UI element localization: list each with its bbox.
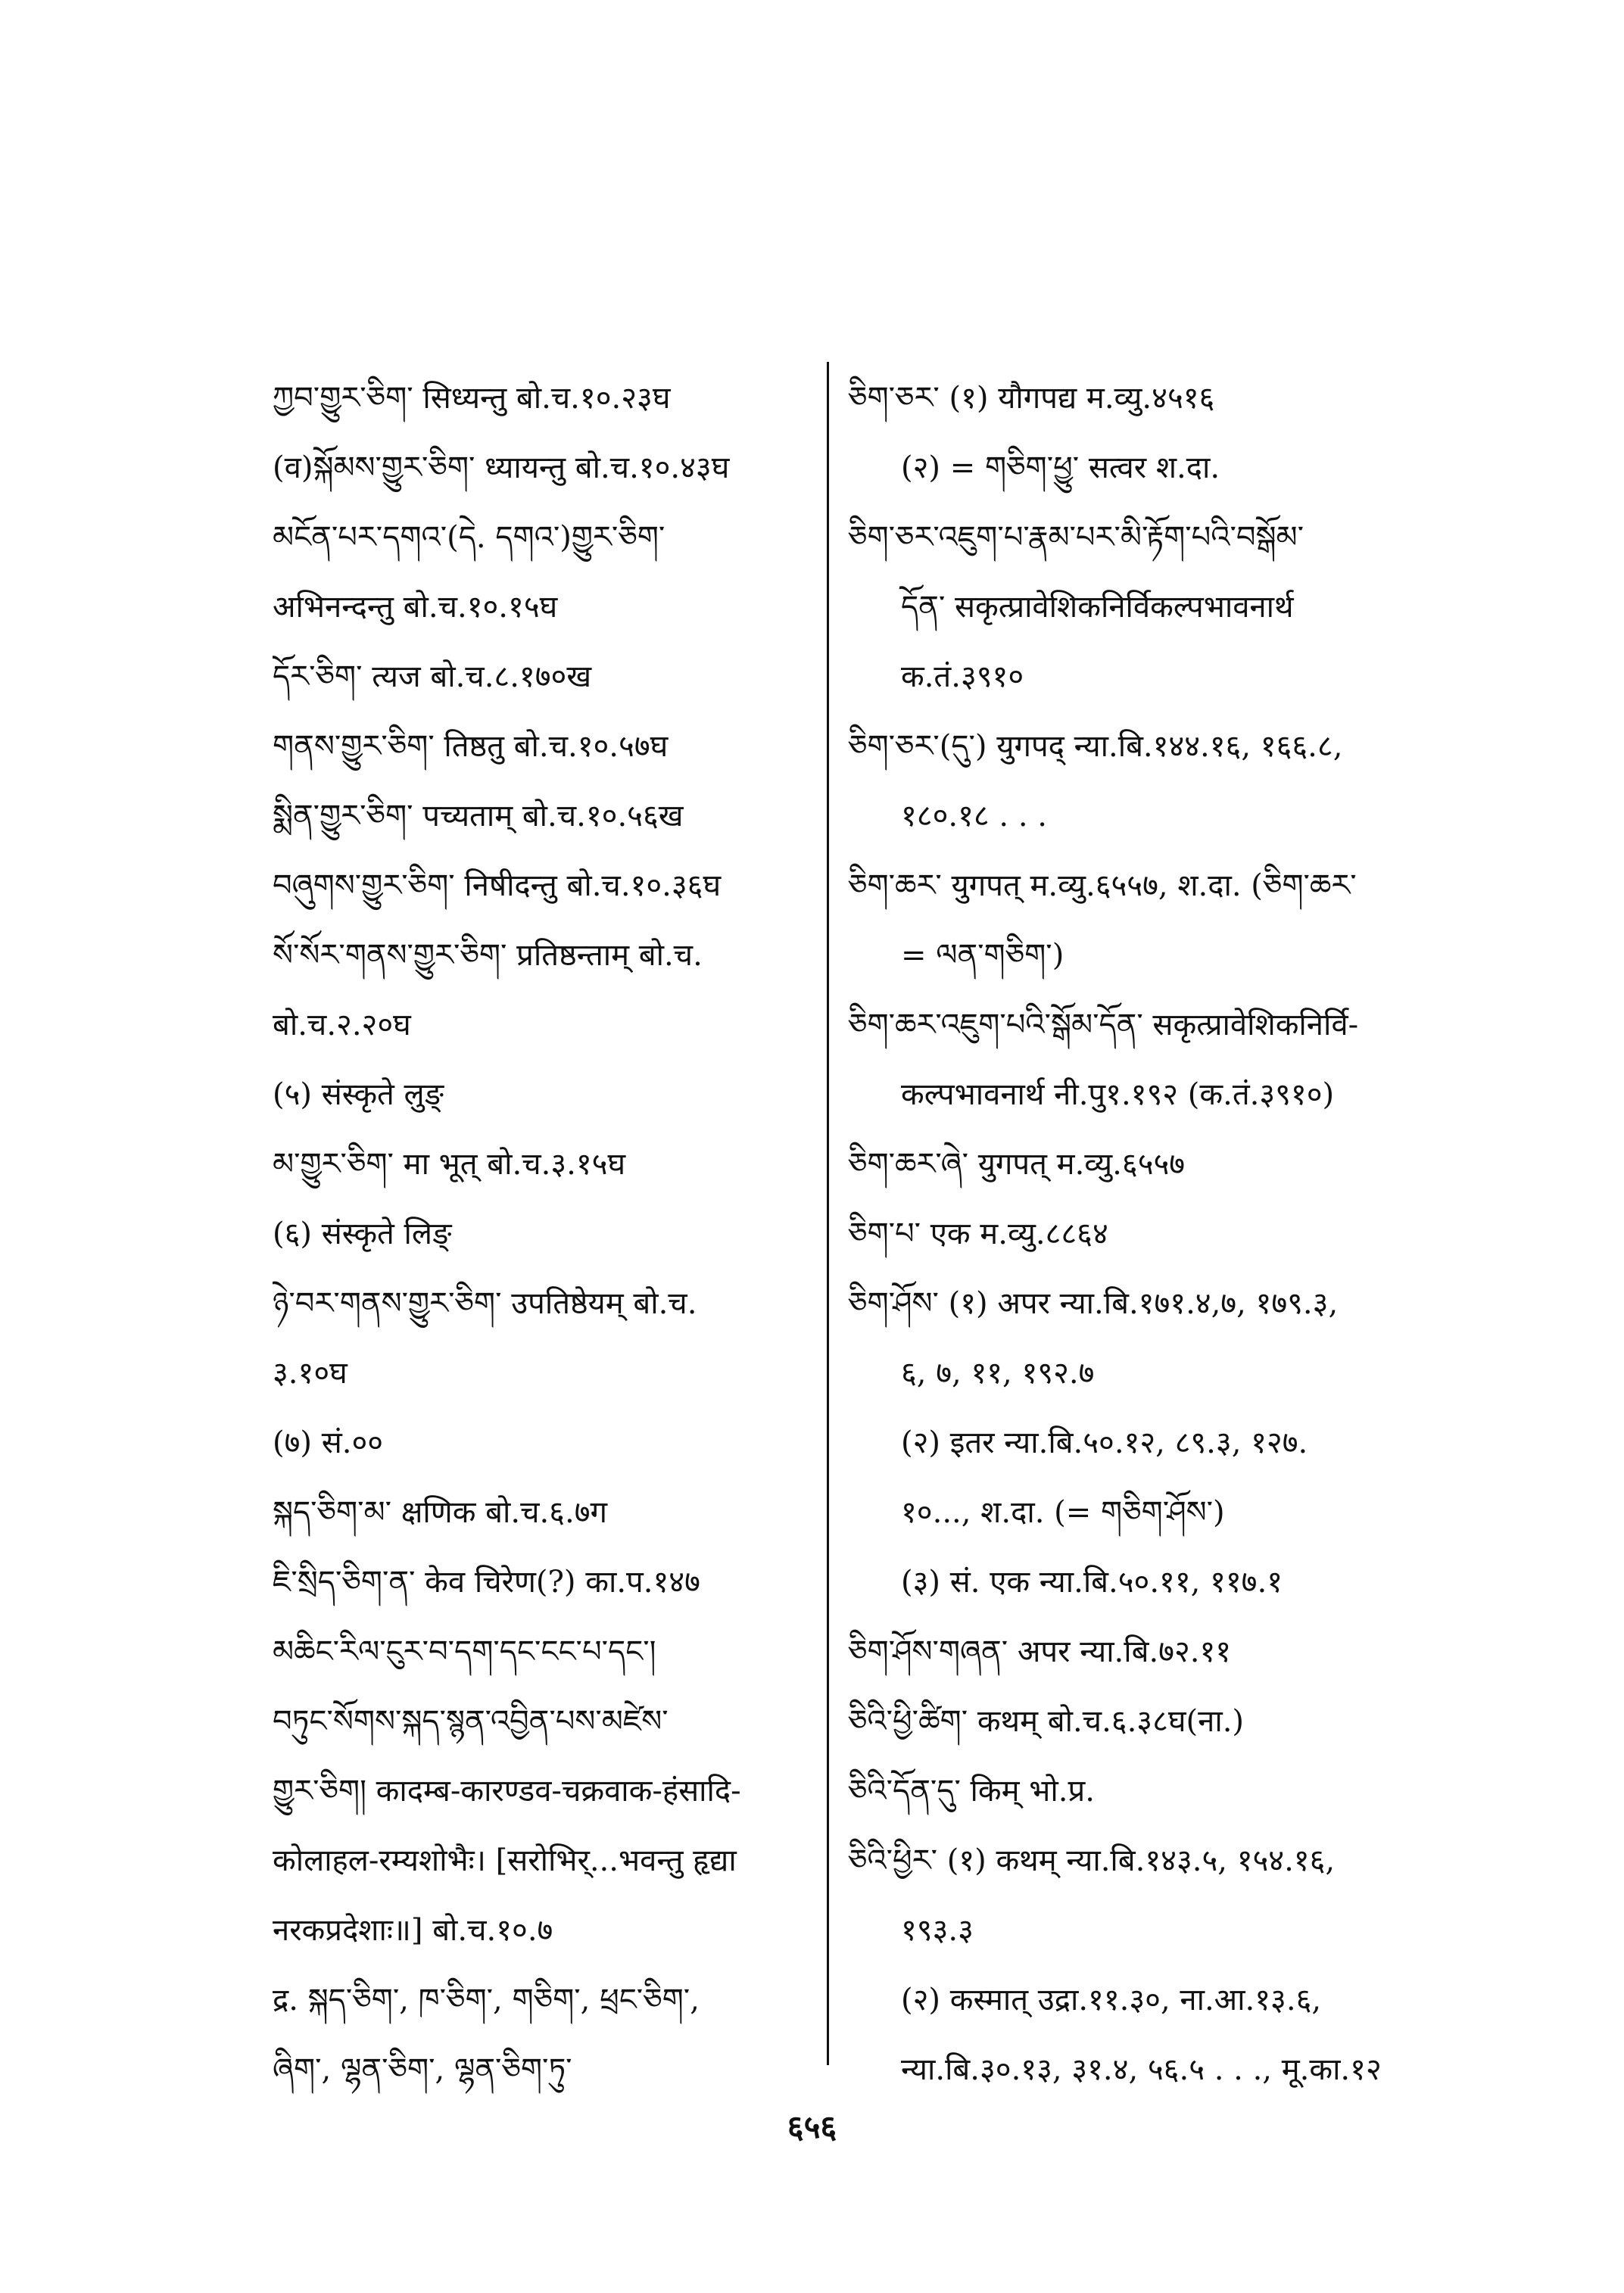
- entry-line: ཀྱབ་གྱུར་ཅིག་ सिध्यन्तु बो.च.१०.२३घ: [273, 381, 671, 416]
- entry-line: ཅིག་པ་ एक म.व्यु.८८६४: [848, 1217, 1108, 1251]
- entry-line: གནས་གྱུར་ཅིག་ तिष्ठतु बो.च.१०.५७घ: [273, 729, 669, 764]
- entry-line: १८०.१८ . . .: [901, 799, 1048, 833]
- entry-line: མངོན་པར་དགའ་(དེ. དགའ་)གྱུར་ཅིག་: [273, 520, 665, 555]
- entry-line: བཏུང་སོགས་སྐད་སྙན་འབྱིན་པས་མཛེས་: [273, 1704, 669, 1739]
- entry-line: སྨིན་གྱུར་ཅིག་ पच्यताम् बो.च.१०.५६ख: [273, 799, 684, 833]
- entry-line: द्र. སྐད་ཅིག་, ཁ་ཅིག་, གཅིག་, ཕྲང་ཅིག་,: [273, 1983, 700, 2017]
- entry-line: (२) = གཅིག་ཕྱུ་ सत्वर श.दा.: [901, 450, 1220, 485]
- entry-line: (२) कस्मात् उद्रा.११.३०, ना.आ.१३.६,: [901, 1983, 1322, 2017]
- entry-line: སྐད་ཅིག་མ་ क्षणिक बो.च.६.७ग: [273, 1495, 608, 1530]
- entry-line: (३) सं. एक न्या.बि.५०.११, ११७.१: [901, 1565, 1283, 1600]
- entry-line: ཅིག་ཅར་ (१) यौगपद्य म.व्यु.४५१६: [848, 381, 1215, 416]
- entry-line: (७) सं.००: [273, 1425, 384, 1460]
- page-number: ६५६: [787, 2108, 837, 2145]
- entry-line: (२) इतर न्या.बि.५०.१२, ८९.३, १२७.: [901, 1425, 1308, 1460]
- entry-line: (व)སྐོམས་གྱུར་ཅིག་ ध्यायन्तु बो.च.१०.४३घ: [273, 450, 730, 485]
- entry-line: ཅིག་ཆར་ཞེ་ युगपत् म.व्यु.६५५७: [848, 1147, 1186, 1182]
- entry-line: नरकप्रदेशाः॥] बो.च.१०.७: [273, 1913, 553, 1948]
- entry-line: १९३.३: [901, 1913, 974, 1948]
- entry-line: क.तं.३९१०: [901, 659, 1024, 694]
- entry-line: ཞིག་, ལྷན་ཅིག་, ལྷན་ཅིག་ཏུ་: [273, 2052, 572, 2087]
- entry-line: न्या.बि.३०.१३, ३१.४, ५६.५ . . ., मू.का.१२: [901, 2052, 1382, 2087]
- entry-line: ཅིའི་ཕྱི་ཚིག་ कथम् बो.च.६.३८घ(ना.): [848, 1704, 1245, 1739]
- entry-line: གྱུར་ཅིག། कादम्ब-कारण्डव-चक्रवाक-हंसादि-: [273, 1774, 741, 1809]
- entry-line: १०..., श.दा. (= གཅིག་ཤོས་): [901, 1495, 1225, 1530]
- entry-line: ३.१०घ: [273, 1356, 348, 1391]
- entry-line: ཇི་སྲིད་ཅིག་ན་ केव चिरेण(?) का.प.१४७: [273, 1565, 700, 1600]
- entry-line: ཅིག་ཆར་ युगपत् म.व्यु.६५५७, श.दा. (ཅིག་ཆར་: [848, 868, 1357, 903]
- entry-line: དོར་ཅིག་ त्यज बो.च.८.१७०ख: [273, 659, 592, 694]
- left-column: [273, 363, 848, 2105]
- entry-line: ཅིག་ཤོས་ (१) अपर न्या.बि.१७१.४,७, १७९.३,: [848, 1286, 1339, 1321]
- entry-line: अभिनन्दन्तु बो.च.१०.१५घ: [273, 590, 558, 625]
- column-divider: [827, 362, 829, 2065]
- entry-line: ཅིའི་དོན་དུ་ किम् भो.प्र.: [848, 1774, 1095, 1809]
- entry-line: (५) संस्कृते लुङ्: [273, 1077, 444, 1112]
- entry-line: མཆིང་རིལ་ངུར་བ་དག་དང་ངང་པ་དང་།: [273, 1634, 656, 1669]
- entry-line: སོ་སོར་གནས་གྱུར་ཅིག་ प्रतिष्ठन्ताम् बो.च.: [273, 938, 703, 973]
- entry-line: མ་གྱུར་ཅིག་ मा भूत् बो.च.३.१५घ: [273, 1147, 626, 1182]
- entry-line: कल्पभावनार्थ नी.पु१.१९२ (क.तं.३९१०): [901, 1077, 1335, 1112]
- entry-line: དོན་ सकृत्प्रावेशिकनिर्विकल्पभावनार्थ: [901, 590, 1294, 625]
- entry-line: कोलाहल-रम्यशोभैः। [सरोभिर्...भवन्तु हृद्या: [273, 1843, 737, 1878]
- entry-line: ཉེ་བར་གནས་གྱུར་ཅིག་ उपतिष्ठेयम् बो.च.: [273, 1286, 697, 1321]
- entry-line: = ལན་གཅིག་): [901, 938, 1064, 973]
- entry-line: ཅིག་ཆར་འཇུག་པའི་སྒོམ་དོན་ सकृत्प्रावेशिकनिर्वि-: [848, 1008, 1359, 1042]
- entry-line: ཅིག་ཅར་འཇུག་པ་རྣམ་པར་མི་རྟོག་པའི་བསྒོམ་: [848, 520, 1304, 555]
- entry-line: बो.च.२.२०घ: [273, 1008, 411, 1042]
- entry-line: ६, ७, ११, १९२.७: [901, 1356, 1095, 1391]
- right-column: [848, 363, 1469, 2105]
- entry-line: ཅིག་ཤོས་གཞན་ अपर न्या.बि.७२.११: [848, 1634, 1232, 1669]
- entry-line: (६) संस्कृते लिङ्: [273, 1217, 452, 1251]
- entry-line: བཞུགས་གྱུར་ཅིག་ निषीदन्तु बो.च.१०.३६घ: [273, 868, 722, 903]
- entry-line: ཅིའི་ཕྱིར་ (१) कथम् न्या.बि.१४३.५, १५४.१६,: [848, 1843, 1336, 1878]
- entry-line: ཅིག་ཅར་(དུ་) युगपद् न्या.बि.१४४.१६, १६६.८,: [848, 729, 1343, 764]
